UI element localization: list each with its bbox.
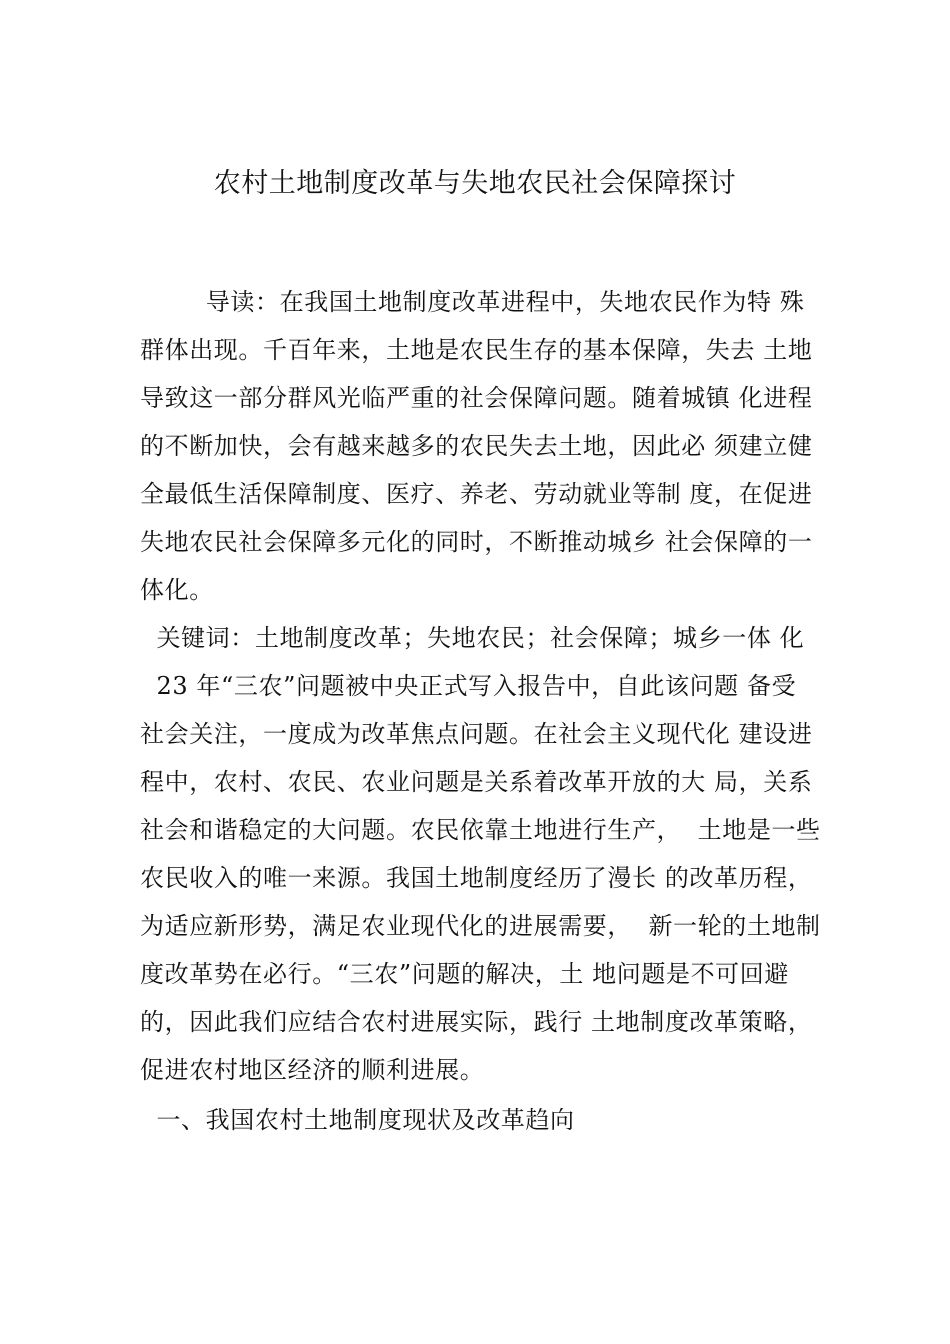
body-paragraph-line: 的，因此我们应结合农村进展实际，践行 土地制度改革策略， [140, 1008, 813, 1036]
lead-paragraph-line: 体化。 [140, 576, 214, 604]
body-paragraph-line: 为适应新形势，满足农业现代化的进展需要， 新一轮的土地制 [140, 912, 821, 940]
body-paragraph-line: 度改革势在必行。“三农”问题的解决，土 地问题是不可回避 [140, 960, 789, 988]
lead-paragraph-line: 群体出现。千百年来，土地是农民生存的基本保障，失去 土地 [140, 336, 813, 364]
lead-paragraph-line: 失地农民社会保障多元化的同时，不断推动城乡 社会保障的一 [140, 528, 813, 556]
keywords-line: 关键词：土地制度改革；失地农民；社会保障；城乡一体 化 [140, 624, 805, 652]
body-paragraph-line: 23 年“三农”问题被中央正式写入报告中，自此该问题 备受 [140, 672, 797, 700]
lead-paragraph-line: 全最低生活保障制度、医疗、养老、劳动就业等制 度，在促进 [140, 480, 813, 508]
body-paragraph-line: 程中，农村、农民、农业问题是关系着改革开放的大 局，关系 [140, 768, 813, 796]
body-paragraph-line: 促进农村地区经济的顺利进展。 [140, 1056, 485, 1084]
lead-paragraph-line: 的不断加快，会有越来越多的农民失去土地，因此必 须建立健 [140, 432, 813, 460]
lead-paragraph-line: 导致这一部分群风光临严重的社会保障问题。随着城镇 化进程 [140, 384, 813, 412]
body-paragraph-line: 社会关注，一度成为改革焦点问题。在社会主义现代化 建设进 [140, 720, 813, 748]
section-heading: 一、我国农村土地制度现状及改革趋向 [140, 1106, 575, 1134]
lead-paragraph-line: 导读：在我国土地制度改革进程中，失地农民作为特 殊 [140, 288, 805, 316]
body-paragraph-line: 社会和谐稳定的大问题。农民依靠土地进行生产， 土地是一些 [140, 816, 821, 844]
body-paragraph-line: 农民收入的唯一来源。我国土地制度经历了漫长 的改革历程， [140, 864, 813, 892]
document-title: 农村土地制度改革与失地农民社会保障探讨 [213, 168, 737, 199]
